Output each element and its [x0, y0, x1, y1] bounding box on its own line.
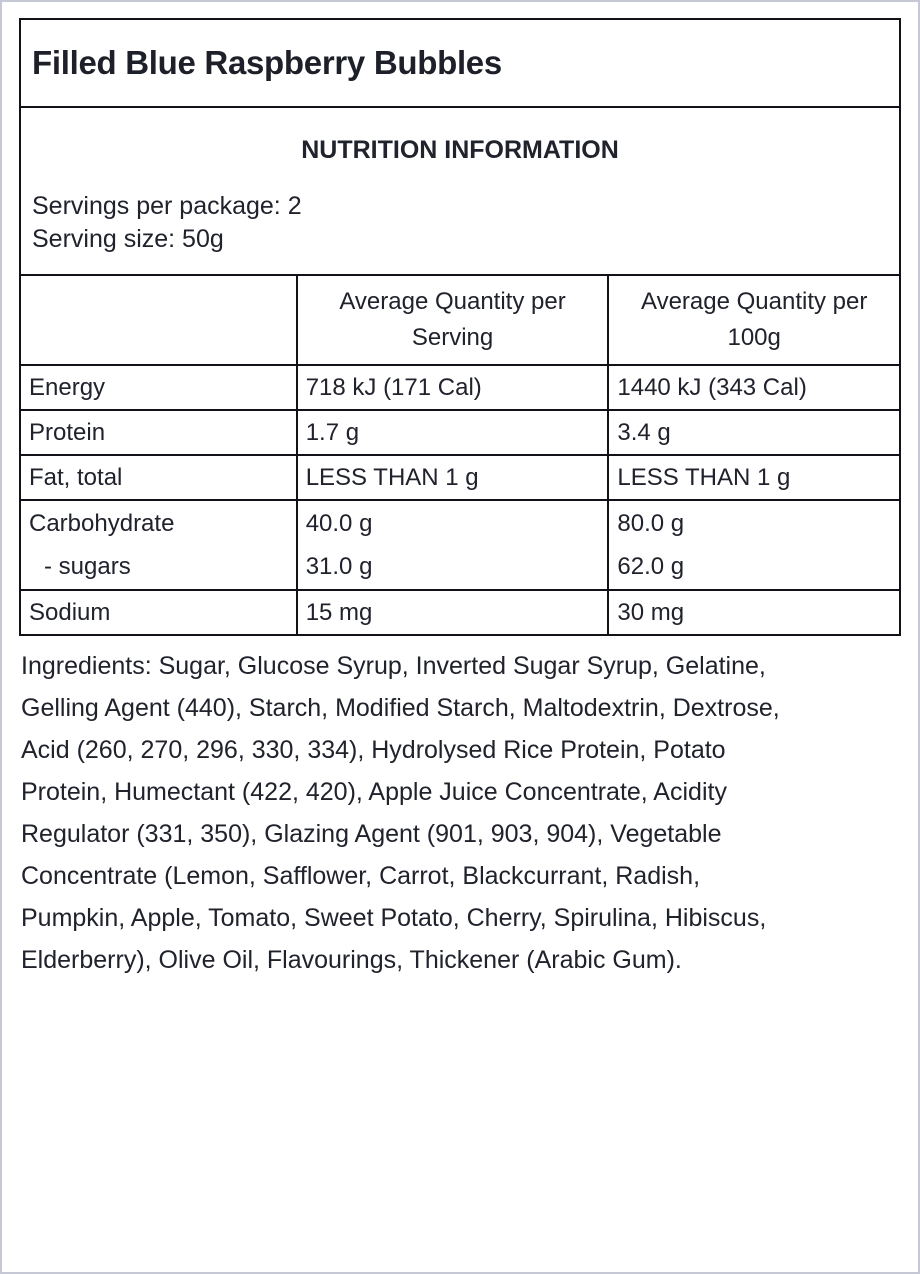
ingredients-line: Regulator (331, 350), Glazing Agent (901, 903, 904), Vegetable: [21, 820, 722, 848]
ingredients-line: Elderberry), Olive Oil, Flavourings, Thickener (Arabic Gum).: [21, 946, 682, 974]
fat-label: Fat, total: [21, 455, 297, 500]
ingredients-line: Protein, Humectant (422, 420), Apple Juice Concentrate, Acidity: [21, 778, 727, 806]
ingredients-line: Acid (260, 270, 296, 330, 334), Hydrolysed Rice Protein, Potato: [21, 736, 726, 764]
header-corner-cell: [21, 276, 297, 365]
sugars-label: - sugars: [44, 553, 131, 580]
table-row-energy: [21, 365, 899, 410]
carbohydrate-label: Carbohydrate: [29, 510, 175, 537]
sugars-per-serving: 31.0 g: [305, 553, 373, 580]
nutrition-info-section: [21, 108, 899, 276]
ingredients-paragraph: [21, 645, 905, 981]
carbohydrate-per-100g-cell: [608, 500, 899, 590]
nutrition-label-box: [19, 18, 901, 636]
table-row-carbohydrate: [21, 500, 899, 590]
ingredients-line: Ingredients: Sugar, Glucose Syrup, Inverted Sugar Syrup, Gelatine,: [21, 652, 766, 680]
product-title-section: [21, 20, 899, 108]
carbohydrate-per-serving: 40.0 g: [305, 510, 373, 537]
nutrition-table: [21, 276, 899, 634]
fat-per-serving: LESS THAN 1 g: [297, 455, 609, 500]
ingredients-line: Pumpkin, Apple, Tomato, Sweet Potato, Cherry, Spirulina, Hibiscus,: [21, 904, 767, 932]
fat-per-100g: LESS THAN 1 g: [608, 455, 899, 500]
header-per-serving-line2: Serving: [411, 324, 494, 351]
product-title: Filled Blue Raspberry Bubbles: [32, 44, 502, 81]
ingredients-line: Concentrate (Lemon, Safflower, Carrot, Blackcurrant, Radish,: [21, 862, 701, 890]
protein-label: Protein: [21, 410, 297, 455]
header-per-serving-line1: Average Quantity per: [339, 288, 566, 315]
header-per-100g-cell: [608, 276, 899, 365]
energy-per-100g: 1440 kJ (343 Cal): [608, 365, 899, 410]
header-per-100g-line1: Average Quantity per: [641, 288, 868, 315]
table-header-row: [21, 276, 899, 365]
carbohydrate-label-cell: [21, 500, 297, 590]
protein-per-serving: 1.7 g: [297, 410, 609, 455]
header-per-serving-cell: [297, 276, 609, 365]
table-row-sodium: [21, 590, 899, 634]
servings-per-package-line: Servings per package: 2: [32, 192, 302, 220]
energy-per-serving: 718 kJ (171 Cal): [297, 365, 609, 410]
carbohydrate-per-serving-cell: [297, 500, 609, 590]
serving-size-line: Serving size: 50g: [32, 225, 224, 253]
nutrition-information-heading: NUTRITION INFORMATION: [301, 136, 619, 164]
sugars-per-100g: 62.0 g: [617, 553, 685, 580]
sodium-per-serving: 15 mg: [297, 590, 609, 634]
protein-per-100g: 3.4 g: [608, 410, 899, 455]
header-per-100g-line2: 100g: [727, 324, 781, 351]
table-row-fat: [21, 455, 899, 500]
sodium-label: Sodium: [21, 590, 297, 634]
energy-label: Energy: [21, 365, 297, 410]
ingredients-line: Gelling Agent (440), Starch, Modified Starch, Maltodextrin, Dextrose,: [21, 694, 780, 722]
sodium-per-100g: 30 mg: [608, 590, 899, 634]
carbohydrate-per-100g: 80.0 g: [617, 510, 685, 537]
table-row-protein: [21, 410, 899, 455]
